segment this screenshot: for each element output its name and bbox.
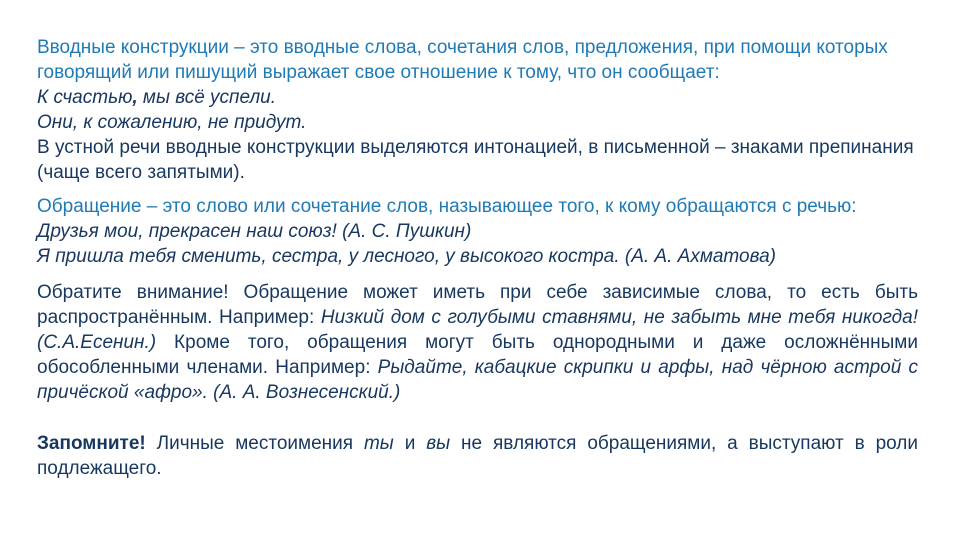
intro-definition: Вводные конструкции – это вводные слова, сочетания слов, предложения, при помощи которых говорящий или пишущий выражает свое отношение к тому, что он сообщает: [37,37,888,83]
intro-example-1 [37,85,918,110]
attention-middle: Кроме того, обращения могут быть однородными и даже осложнёнными обособленными членами. Например: [37,332,918,378]
attention-example-2: Рыдайте, кабацкие скрипки и арфы, над чёрною астрой с причёской «афро». (А. А. Вознесенский.) [37,357,918,403]
address-definition: Обращение – это слово или сочетание слов, называющее того, к кому обращаются с речью: [37,196,857,217]
remember-text-1: Личные местоимения [145,433,364,454]
address-example-1: Друзья мои, прекрасен наш союз! (А. С. Пушкин) [37,221,472,242]
attention-example-1: Низкий дом с голубыми ставнями, не забыть мне тебя никогда! (С.А.Есенин.) [37,307,918,353]
intro-example-1-comma: , [132,87,138,108]
remember-word-vy: вы [426,433,451,454]
remember-paragraph [37,431,918,481]
attention-paragraph [37,280,918,405]
intro-example-1-part-b: мы всё успели. [137,87,277,108]
address-example-2: Я пришла тебя сменить, сестра, у лесного, у высокого костра. (А. А. Ахматова) [37,246,777,267]
remember-text-2: и [393,433,427,454]
attention-lead: Обратите внимание! Обращение может иметь при себе зависимые слова, то есть быть распространённым. Например: [37,282,918,328]
intro-note: В устной речи вводные конструкции выделяются интонацией, в письменной – знаками препинания (чаще всего запятыми). [37,137,914,183]
intro-example-1-part-a: К счастью [37,87,133,108]
remember-word-ty: ты [363,433,394,454]
intro-example-2: Они, к сожалению, не придут. [37,112,307,133]
remember-label: Запомните! [37,433,146,454]
remember-text-3: не являются обращениями, а выступают в роли подлежащего. [37,433,919,479]
